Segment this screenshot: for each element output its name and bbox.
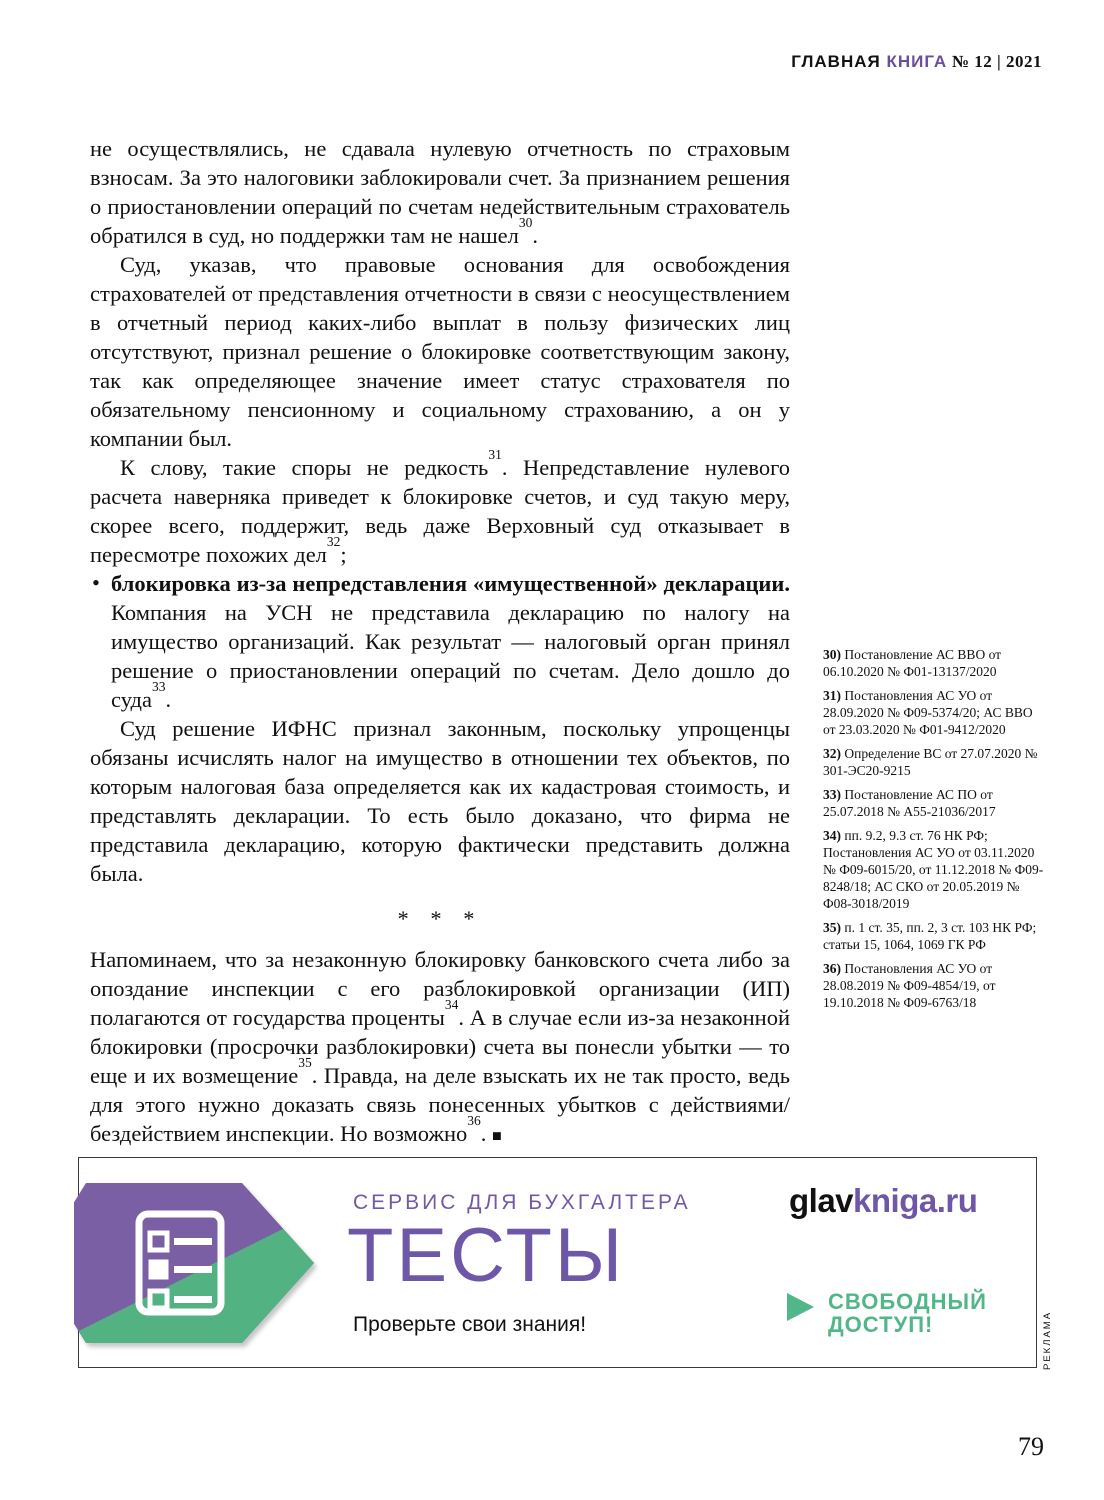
- advertisement-label: РЕКЛАМА: [1042, 1310, 1053, 1370]
- body-paragraph: [90, 714, 790, 888]
- footnote-text: Постановления АС УО от 28.08.2019 № Ф09-4854/19, от 19.10.2018 № Ф09-6763/18: [823, 961, 996, 1010]
- text-run: Суд, указав, что правовые основания для освобождения страхователей от представления отчетности в связи с неосуществлением в отчетный период каких-либо выплат в пользу физических лиц отсутствуют, признал решение о блокировке соответствующим закону, так как определяющее значение имеет статус страхователя по обязательному пенсионному и социальному страхованию, а он у компании был.: [90, 252, 790, 451]
- text-run: .: [480, 1121, 493, 1146]
- bullet-marker: •: [92, 570, 100, 595]
- footnote-number: 30): [823, 647, 841, 662]
- text-run: . А в случае если из-за незаконной блокировки (просрочки разблокировки) счета вы понесли убытки — то еще и их возмещение: [90, 1005, 790, 1088]
- body-paragraph: [90, 134, 790, 250]
- footnote-text: пп. 9.2, 9.3 ст. 76 НК РФ; Постановления АС УО от 03.11.2020 № Ф09-6015/20, от 11.12.2018 № Ф09-8248/18; АС СКО от 20.05.2019 № Ф08-3018/2019: [823, 828, 1044, 911]
- footnote-item: [823, 960, 1045, 1011]
- free-access-line1: СВОБОДНЫЙ: [828, 1289, 987, 1314]
- footnote-text: п. 1 ст. 35, пп. 2, 3 ст. 103 НК РФ; статьи 15, 1064, 1069 ГК РФ: [823, 920, 1037, 952]
- footnote-item: [823, 646, 1045, 680]
- banner-title: ТЕСТЫ: [347, 1213, 626, 1298]
- footnote-text: Постановления АС УО от 28.09.2020 № Ф09-5374/20; АС ВВО от 23.03.2020 № Ф01-9412/2020: [823, 688, 1033, 737]
- text-run: ;: [340, 542, 347, 567]
- article-body: [90, 134, 790, 1151]
- free-access-callout: [787, 1290, 987, 1336]
- magazine-title-purple: КНИГА: [886, 52, 948, 71]
- logo-part-black: glav: [789, 1182, 854, 1219]
- text-run: .: [532, 223, 539, 248]
- body-paragraph: [90, 250, 790, 453]
- footnote-item: [823, 786, 1045, 820]
- footnote-ref: 36: [467, 1113, 481, 1129]
- footnote-item: [823, 919, 1045, 953]
- footnote-number: 32): [823, 746, 841, 761]
- text-run: . Непредставление нулевого расчета наверняка приведет к блокировке счетов, и суд такую меру, скорее всего, поддержит, ведь даже Верховный суд отказывает в пересмотре похожих дел: [90, 455, 790, 567]
- footnote-ref: 34: [444, 997, 459, 1013]
- footnote-ref: 31: [488, 447, 502, 463]
- body-paragraph: [90, 447, 790, 569]
- free-access-label: [828, 1290, 987, 1336]
- text-run: . Правда, на деле взыскать их не так просто, ведь для этого нужно доказать связь понесенных убытков с действиями/бездействием инспекции. Но возможно: [90, 1063, 790, 1146]
- text-run: не осуществлялись, не сдавала нулевую отчетность по страховым взносам. За это налоговики заблокировали счет. За признанием решения о приостановлении операций по счетам недействительным страхователь обратился в суд, но поддержки там не нашел: [90, 136, 790, 248]
- text-run: * * *: [397, 906, 483, 931]
- footnote-text: Постановление АС ВВО от 06.10.2020 № Ф01-13137/2020: [823, 647, 1002, 679]
- text-run: Суд решение ИФНС признал законным, поскольку упрощенцы обязаны исчислять налог на имущество в отношении тех объектов, по которым налоговая база определяется как их кадастровая стоимость, и представлять декларации. То есть было доказано, что фирма не представила декларацию, которую фактически представить должна была.: [90, 716, 790, 886]
- magazine-header: [791, 52, 1042, 72]
- arrow-badge-shape: [74, 1183, 314, 1343]
- magazine-title-black: ГЛАВНАЯ: [791, 52, 887, 71]
- footnote-item: [823, 827, 1045, 912]
- logo-part-purple: kniga.ru: [853, 1182, 978, 1219]
- footnote-ref: 33: [151, 679, 166, 695]
- text-run: Напоминаем, что за незаконную блокировку банковского счета либо за опоздание инспекции с его разблокировкой организации (ИП) полагаются от государства проценты: [90, 947, 790, 1030]
- arrow-right-icon: [787, 1293, 814, 1321]
- footnote-text: Постановление АС ПО от 25.07.2018 № А55-21036/2017: [823, 787, 996, 819]
- text-run: .: [165, 687, 172, 712]
- banner-kicker: СЕРВИС ДЛЯ БУХГАЛТЕРА: [353, 1191, 691, 1214]
- banner-badge: [74, 1183, 314, 1343]
- footnote-item: [823, 687, 1045, 738]
- bold-lead: блокировка из-за непредставления «имущественной» декларации.: [111, 571, 790, 596]
- free-access-line2: ДОСТУП!: [828, 1312, 934, 1337]
- footnote-number: 31): [823, 688, 841, 703]
- issue-number: № 12 | 2021: [947, 52, 1042, 71]
- text-run: К слову, такие споры не редкость: [120, 455, 489, 480]
- footnote-ref: 30: [518, 215, 533, 231]
- footnote-number: 36): [823, 961, 841, 976]
- page-number: 79: [1018, 1432, 1044, 1461]
- ad-banner: [78, 1157, 1037, 1368]
- footnote-text: Определение ВС от 27.07.2020 № 301-ЭС20-9215: [823, 746, 1038, 778]
- footnote-ref: 32: [326, 534, 341, 550]
- footnote-number: 33): [823, 787, 841, 802]
- footnotes-sidebar: [823, 646, 1045, 1018]
- footnote-ref: 35: [298, 1055, 312, 1071]
- footnote-item: [823, 745, 1045, 779]
- body-paragraph: [90, 945, 790, 1151]
- body-paragraph: [90, 569, 790, 714]
- text-run: Компания на УСН не представила декларацию по налогу на имущество организаций. Как результат — налоговый орган принял решение о приостановлении операций по счетам. Дело дошло до суда: [111, 600, 790, 712]
- banner-subtitle: Проверьте свои знания!: [353, 1313, 587, 1336]
- end-of-article-mark: ■: [492, 1127, 502, 1145]
- section-separator: [90, 904, 790, 933]
- glavkniga-logo: [789, 1182, 977, 1220]
- footnote-number: 34): [823, 828, 841, 843]
- checklist-icon: [134, 1210, 226, 1316]
- footnote-number: 35): [823, 920, 841, 935]
